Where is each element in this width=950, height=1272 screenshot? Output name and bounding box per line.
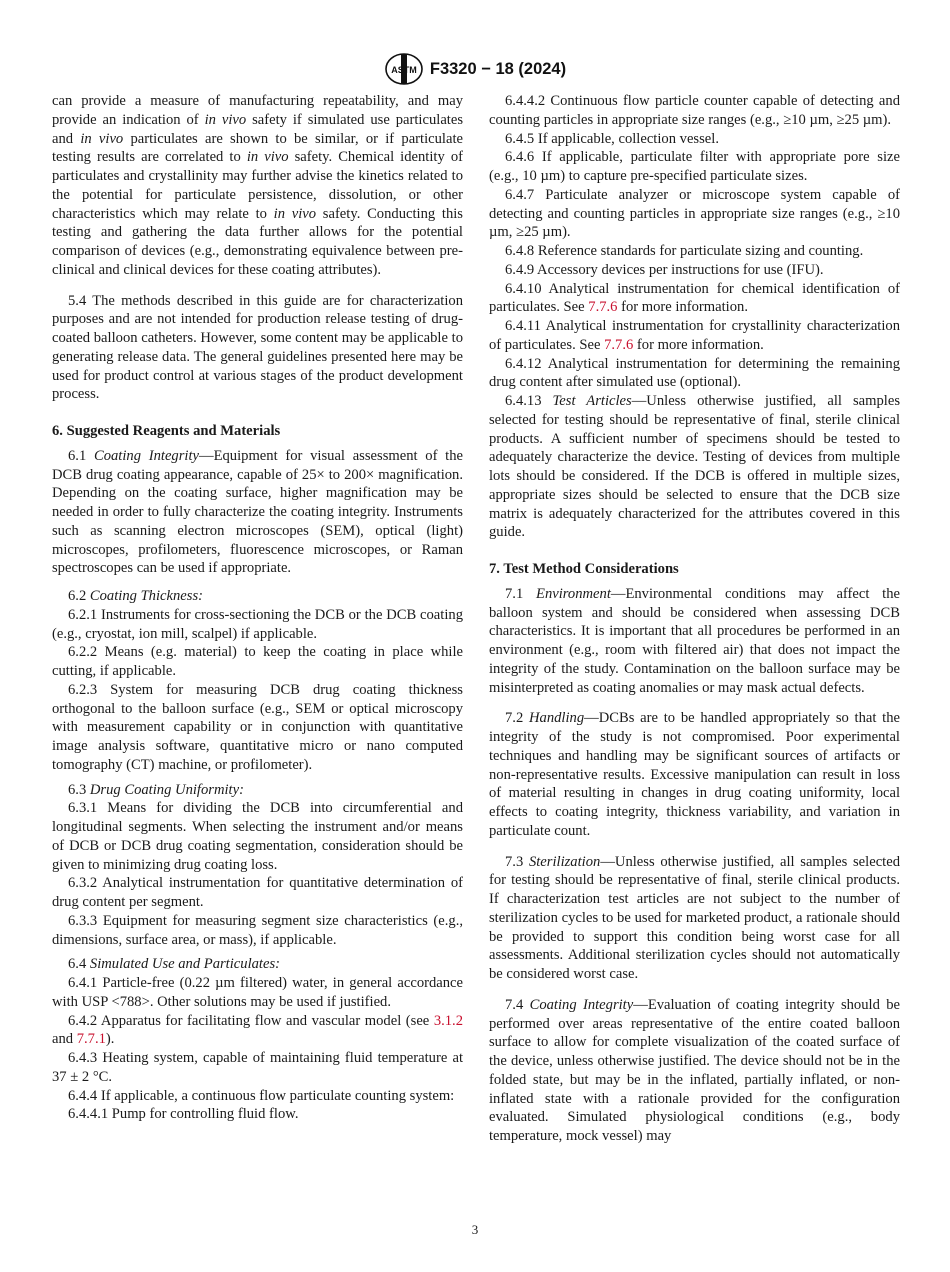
clause-text: —Unless otherwise justified, all samples selected for testing should be representative of final, sterile clinical products. If characterization test articles are not subject to the number of sterilization cycles to be used for marketed product, a rationale should be provided to support this condition being worst case for all assessments. Additional sterilization cycles should not automatically be considered worst case.	[489, 853, 900, 982]
clause-title: Sterilization	[528, 853, 601, 870]
clause-number: 6.4.13	[505, 393, 553, 409]
text-segment: safety. Chemical identity of particulates and crystallinity may further advise the kinetics related to the potential for particulate persistence, dissolution, or other characteristics which may relate to	[52, 149, 463, 222]
paragraph-6-4-11	[489, 317, 900, 355]
astm-logo-icon	[384, 52, 424, 86]
text-segment: safety. Conducting this testing and gathering the data further allows for the potential comparison of devices (e.g., demonstrating equivalence between pre-clinical and clinical devices for these coating attributes).	[52, 205, 463, 278]
clause-title: Handling	[529, 710, 585, 727]
clause-number: 7.4	[505, 996, 530, 1013]
italic-in-vivo: in vivo	[246, 149, 289, 166]
text-segment: particulates are shown to be similar, or if particulate testing results are correlated to	[52, 130, 463, 166]
clause-title: Test Articles	[552, 393, 632, 409]
paragraph-6-4-2	[52, 1012, 463, 1050]
text-segment: and	[52, 1031, 77, 1048]
clause-number: 6.1	[68, 447, 94, 464]
clause-title: Environment	[536, 585, 611, 602]
reference-link-3-1-2[interactable]: 3.1.2	[433, 1012, 463, 1029]
clause-number: 7.1	[505, 585, 537, 602]
paragraph-6-4-4-1: 6.4.4.1 Pump for controlling fluid flow.	[68, 1106, 299, 1123]
paragraph-7-3	[489, 853, 900, 984]
text-segment: 6.4.10 Analytical instrumentation for chemical identification of particulates. See	[489, 280, 900, 316]
logo-text: ASTM	[391, 65, 417, 75]
page-number: 3	[471, 1222, 479, 1237]
clause-title: Coating Integrity	[529, 996, 634, 1013]
paragraph-6-2	[52, 587, 463, 606]
clause-number: 7.3	[505, 853, 529, 870]
page-header	[0, 52, 950, 86]
text-segment: for more information.	[617, 299, 748, 316]
clause-text: —Environmental conditions may affect the balloon system and should be considered when assessing DCB characteristics. It is important that all procedures be performed in an environment (e.g., room with filtered air) that does not impact the integrity of the study. Contamination on the balloon surface may be misinterpreted as coating anomalies or may mask actual defects.	[489, 585, 901, 696]
text-segment: 6.4.2 Apparatus for facilitating flow and vascular model (see	[68, 1012, 434, 1029]
paragraph-6-4-6: 6.4.6 If applicable, particulate filter with appropriate pore size (e.g., 10 µm) to capture pre-specified particulate sizes.	[489, 149, 900, 184]
paragraph-6-4-9: 6.4.9 Accessory devices per instructions for use (IFU).	[505, 261, 824, 278]
reference-link-7-7-6[interactable]: 7.7.6	[588, 299, 618, 316]
paragraph-7-1	[489, 585, 900, 698]
italic-in-vivo: in vivo	[80, 130, 124, 147]
paragraph-6-2-2: 6.2.2 Means (e.g. material) to keep the coating in place while cutting, if applicable.	[52, 644, 463, 679]
paragraph-6-4-4-2: 6.4.4.2 Continuous flow particle counter capable of detecting and counting particles in appropriate size ranges (e.g., ≥10 µm, ≥25 µm).	[489, 93, 900, 128]
text-segment: can provide a measure of manufacturing repeatability, and may provide an indication of	[52, 93, 463, 128]
text-segment: for more information.	[633, 336, 764, 353]
clause-text: —Evaluation of coating integrity should be performed over areas representative of the entire coated balloon surface to allow for complete visualization of the coated surface of the device, unless otherwise justified. The device should not be in the folded state, but may be in the inflated, partially inflated, or non-inflated state with a rationale provided for the configuration evaluated. Simulated physiological conditions (e.g., body temperature, mock vessel) may	[489, 996, 900, 1144]
paragraph-6-3	[52, 781, 463, 800]
paragraph-6-4-8: 6.4.8 Reference standards for particulate sizing and counting.	[505, 243, 864, 259]
document-id: F3320 − 18 (2024)	[429, 59, 567, 78]
paragraph-6-3-2: 6.3.2 Analytical instrumentation for quantitative determination of drug content per segment.	[52, 875, 463, 910]
paragraph-6-3-1: 6.3.1 Means for dividing the DCB into circumferential and longitudinal segments. When selecting the instrument and/or means of DCB or DCB drug coating segmentation, consideration should be given to minimizing drug coating loss.	[52, 800, 463, 873]
reference-link-7-7-1[interactable]: 7.7.1	[76, 1031, 106, 1048]
clause-title: Drug Coating Uniformity:	[89, 781, 244, 798]
paragraph-6-4-13	[489, 392, 900, 542]
clause-number: 6.3	[68, 781, 90, 798]
clause-number: 6.4	[68, 956, 90, 973]
text-segment: 6.4.11 Analytical instrumentation for crystallinity characterization of particulates. See	[489, 318, 900, 353]
paragraph-6-2-1: 6.2.1 Instruments for cross-sectioning the DCB or the DCB coating (e.g., cryostat, ion mill, scalpel) if applicable.	[52, 606, 463, 642]
paragraph-6-4-4: 6.4.4 If applicable, a continuous flow particulate counting system:	[68, 1087, 455, 1104]
paragraph-6-4	[52, 955, 463, 974]
section-heading-7: 7. Test Method Considerations	[489, 561, 679, 577]
paragraph-6-3-3: 6.3.3 Equipment for measuring segment size characteristics (e.g., dimensions, surface area, or mass), if applicable.	[52, 912, 463, 948]
text-segment: ).	[105, 1031, 115, 1048]
left-column	[52, 92, 463, 1124]
paragraph-6-4-3: 6.4.3 Heating system, capable of maintaining fluid temperature at 37 ± 2 °C.	[52, 1050, 463, 1085]
clause-title: Coating Thickness:	[89, 588, 203, 604]
paragraph-6-4-10	[489, 280, 900, 318]
paragraph-6-1	[52, 447, 463, 578]
clause-number: 7.2	[505, 710, 529, 727]
paragraph-7-4	[489, 996, 900, 1146]
clause-text: —Unless otherwise justified, all samples selected for testing should be representative of final, sterile clinical products. A sufficient number of specimens should be tested to adequately characterize the device. Testing of devices from multiple lots should be considered. If the DCB is offered in multiple sizes, appropriate sizes should be selected to ensure that the DCB size matrix is adequately characterized for the attributes covered in this guide.	[489, 393, 901, 541]
paragraph-5-4: 5.4 The methods described in this guide are for characterization purposes and are not intended for production release testing of drug-coated balloon catheters. However, some content may be applicable to generating release data. The general guidelines presented here may be used for product control at various stages of the product development process.	[52, 292, 463, 403]
clause-title: Simulated Use and Particulates:	[89, 956, 280, 973]
right-column	[489, 92, 900, 1146]
paragraph-6-2-3: 6.2.3 System for measuring DCB drug coating thickness orthogonal to the balloon surface (e.g., SEM or optical microscopy with measurement capability or in conjunction with quantitative image analysis software, quantitative micro or nano computed tomography (CT) machine, or profilometer).	[52, 681, 463, 773]
italic-in-vivo: in vivo	[273, 205, 317, 222]
italic-in-vivo: in vivo	[204, 111, 247, 128]
section-heading-6: 6. Suggested Reagents and Materials	[52, 423, 281, 439]
paragraph-6-4-1: 6.4.1 Particle-free (0.22 µm filtered) water, in general accordance with USP <788>. Other solutions may be used if justified.	[52, 975, 463, 1010]
clause-number: 6.2	[68, 588, 90, 604]
clause-text: —DCBs are to be handled appropriately so that the integrity of the study is not compromised. Poor experimental techniques and handling may be significant sources of artifacts or non-representative results. Excessive manipulation can result in loss of material resulting in changes in drug coating uniformity, local effects to coating integrity, thickness variability, and variation in particulate count.	[489, 710, 901, 839]
reference-link-7-7-6[interactable]: 7.7.6	[604, 336, 634, 353]
paragraph-6-4-7: 6.4.7 Particulate analyzer or microscope system capable of detecting and counting particles in appropriate size ranges (e.g., ≥10 µm, ≥25 µm).	[489, 186, 900, 241]
paragraph-7-2	[489, 709, 900, 840]
paragraph-6-4-5: 6.4.5 If applicable, collection vessel.	[505, 130, 719, 147]
paragraph-5-3-continued	[52, 92, 463, 280]
clause-title: Coating Integrity	[93, 447, 199, 464]
clause-text: —Equipment for visual assessment of the DCB drug coating appearance, capable of 25× to 200× magnification. Depending on the coating surface, higher magnification may be needed in order to fully characterize the coating integrity. Instruments such as scanning electron microscopes (SEM), optical (light) microscopes, profilometers, fluorescence microscopes, or Raman spectroscopes can be used if appropriate.	[52, 447, 464, 577]
paragraph-6-4-12: 6.4.12 Analytical instrumentation for determining the remaining drug content after simulated use (optional).	[489, 355, 900, 391]
text-segment: safety if simulated use particulates and	[52, 111, 464, 147]
